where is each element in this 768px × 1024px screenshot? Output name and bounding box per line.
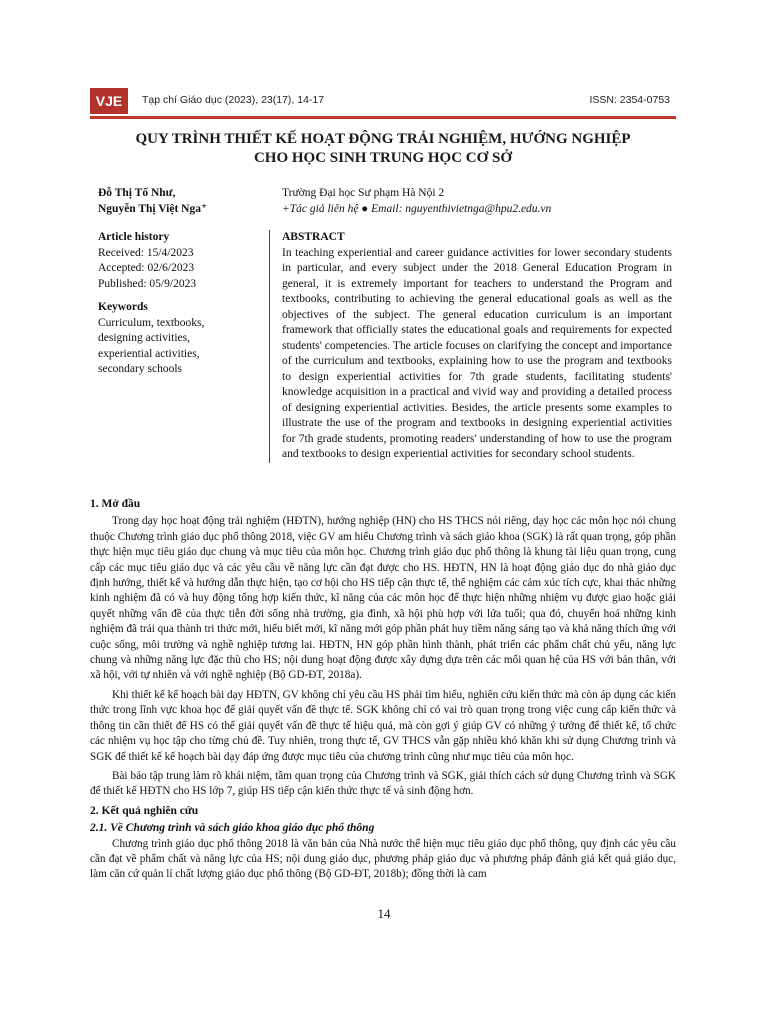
journal-reference: Tạp chí Giáo dục (2023), 23(17), 14-17 bbox=[142, 94, 325, 106]
author-1: Đỗ Thị Tố Như, bbox=[98, 187, 176, 199]
keyword-line: designing activities, bbox=[98, 332, 190, 344]
article-meta bbox=[98, 230, 268, 378]
published-date: Published: 05/9/2023 bbox=[98, 277, 197, 290]
author-list bbox=[98, 185, 278, 217]
abstract-heading: ABSTRACT bbox=[282, 231, 345, 243]
author-2: Nguyễn Thị Việt Nga⁺ bbox=[98, 203, 208, 215]
affiliation: Trường Đại học Sư phạm Hà Nội 2 bbox=[282, 187, 445, 199]
abstract-text: In teaching experiential and career guidance activities for lower secondary students in particular, and every subject under the 2018 General Education Program in general, it is extremely important for teachers to understand the Program and textbooks, contributing to achieving the general educational goals as well as the objectives of the subject. The general education curriculum is an important framework that officially states the educational goals and requirements for expected students' competencies. The article focuses on clarifying the concept and importance of the curriculum and textbooks, explaining how to use the program and textbooks to design experiential activities for 7th grade students, facilitating students' knowledge acquisition in a practical and vivid way and providing a detailed process of designing experiential activities. Besides, the article presents some examples to illustrate the use of the program and textbooks in designing experiential activities for 7th grade students, promoting readers' understanding of how to use the program and textbooks to design experiential activities for secondary school students. bbox=[282, 246, 672, 460]
section-heading-results: 2. Kết quả nghiên cứu bbox=[90, 804, 199, 817]
paragraph: Bài báo tập trung làm rõ khái niệm, tầm quan trọng của Chương trình và SGK, giải thích cách sử dụng Chương trình và SGK để thiết kế HĐTN cho HS lớp 7, giúp HS tiếp cận kiến thức thực tế và sinh động hơn. bbox=[90, 769, 676, 798]
paragraph: Chương trình giáo dục phổ thông 2018 là văn bản của Nhà nước thể hiện mục tiêu giáo dục phổ thông, quy định các yêu cầu cần đạt về phẩm chất và năng lực của HS; nội dung giáo dục, phương pháp giáo dục và phương pháp đánh giá kết quả giáo dục, làm căn cứ quản lí chất lượng giáo dục phổ thông (Bộ GD-ĐT, 2018b); đồng thời là cam bbox=[90, 837, 676, 881]
paper-title bbox=[90, 130, 676, 168]
page-number: 14 bbox=[377, 906, 391, 921]
received-date: Received: 15/4/2023 bbox=[98, 246, 194, 259]
history-label: Article history bbox=[98, 231, 170, 243]
keyword-line: secondary schools bbox=[98, 363, 182, 375]
subsection-heading: 2.1. Về Chương trình và sách giáo khoa giáo dục phổ thông bbox=[90, 822, 375, 835]
section-heading-intro: 1. Mở đầu bbox=[90, 498, 141, 510]
journal-logo: VJE bbox=[90, 88, 128, 114]
accepted-date: Accepted: 02/6/2023 bbox=[98, 262, 195, 274]
paragraph: Trong dạy học hoạt động trải nghiệm (HĐTN), hướng nghiệp (HN) cho HS THCS nói riêng, dạy học các môn học nói chung thuộc Chương trình giáo dục phổ thông 2018, việc GV am hiểu Chương trình và sách giáo khoa (SGK) là rất quan trọng, góp phần thực hiện mục tiêu giáo dục chung và mục tiêu của môn học. Chương trình giáo dục phổ thông là khung tài liệu quan trọng, cung cấp các mục tiêu giáo dục và các yêu cầu về năng lực cần đạt được cho HS. HĐTN, HN là hoạt động giáo dục do nhà giáo dục định hướng, thiết kế và hướng dẫn thực hiện, tạo cơ hội cho HS tiếp cận thực tế, thể nghiệm các cảm xúc tích cực, khai thác những kinh nghiệm đã có và huy động tổng hợp kiến thức, kĩ năng của các môn học để thực hiện những nhiệm vụ được giao hoặc giải quyết những vấn đề của thực tiễn đời sống nhà trường, gia đình, xã hội phù hợp với lứa tuổi; qua đó, chuyển hoá những kinh nghiệm đã trải qua thành tri thức mới, hiểu biết mới, kĩ năng mới góp phần phát huy tiềm năng sáng tạo và khả năng thích ứng với cuộc sống, môi trường và nghề nghiệp tương lai. HĐTN, HN góp phần hình thành, phát triển các phẩm chất chủ yếu, năng lực chung và những năng lực đặc thù cho HS; nội dung hoạt động được xây dựng dựa trên các mối quan hệ của HS với bản thân, với xã hội, với tự nhiên và với nghề nghiệp (Bộ GD-ĐT, 2018a). bbox=[90, 515, 676, 682]
journal-header bbox=[90, 88, 676, 119]
keywords-label: Keywords bbox=[98, 301, 148, 313]
corresponding-contact: +Tác giả liên hệ ● Email: nguyenthivietnga@hpu2.edu.vn bbox=[282, 203, 552, 215]
paragraph: Khi thiết kế kế hoạch bài dạy HĐTN, GV không chỉ yêu cầu HS phải tìm hiểu, nghiên cứu kiến thức mà còn áp dụng các kiến thức trong lĩnh vực khoa học để giải quyết vấn đề thực tế. SGK không chỉ có vai trò quan trọng trong việc cung cấp kiến thức và thông tin cần thiết để HS có thể giải quyết vấn đề thực tế hiệu quả, mà còn gợi ý giúp GV có những ý tưởng để thiết kế, tổ chức các nhiệm vụ học tập cho từng chủ đề. Tuy nhiên, trong thực tế, GV THCS vẫn gặp nhiều khó khăn khi sử dụng Chương trình và SGK để thiết kế kế hoạch bài dạy đáp ứng được mục tiêu của chương trình cũng như mục tiêu của môn học. bbox=[90, 688, 676, 763]
body-text bbox=[90, 497, 676, 887]
title-line-1: QUY TRÌNH THIẾT KẾ HOẠT ĐỘNG TRẢI NGHIỆM, HƯỚNG NGHIỆP bbox=[135, 131, 631, 147]
issn: ISSN: 2354-0753 bbox=[589, 94, 670, 106]
abstract-section bbox=[269, 230, 672, 463]
title-line-2: CHO HỌC SINH TRUNG HỌC CƠ SỞ bbox=[253, 150, 513, 166]
keyword-line: experiential activities, bbox=[98, 347, 200, 360]
keyword-line: Curriculum, textbooks, bbox=[98, 316, 205, 329]
affiliation-block bbox=[282, 185, 682, 217]
